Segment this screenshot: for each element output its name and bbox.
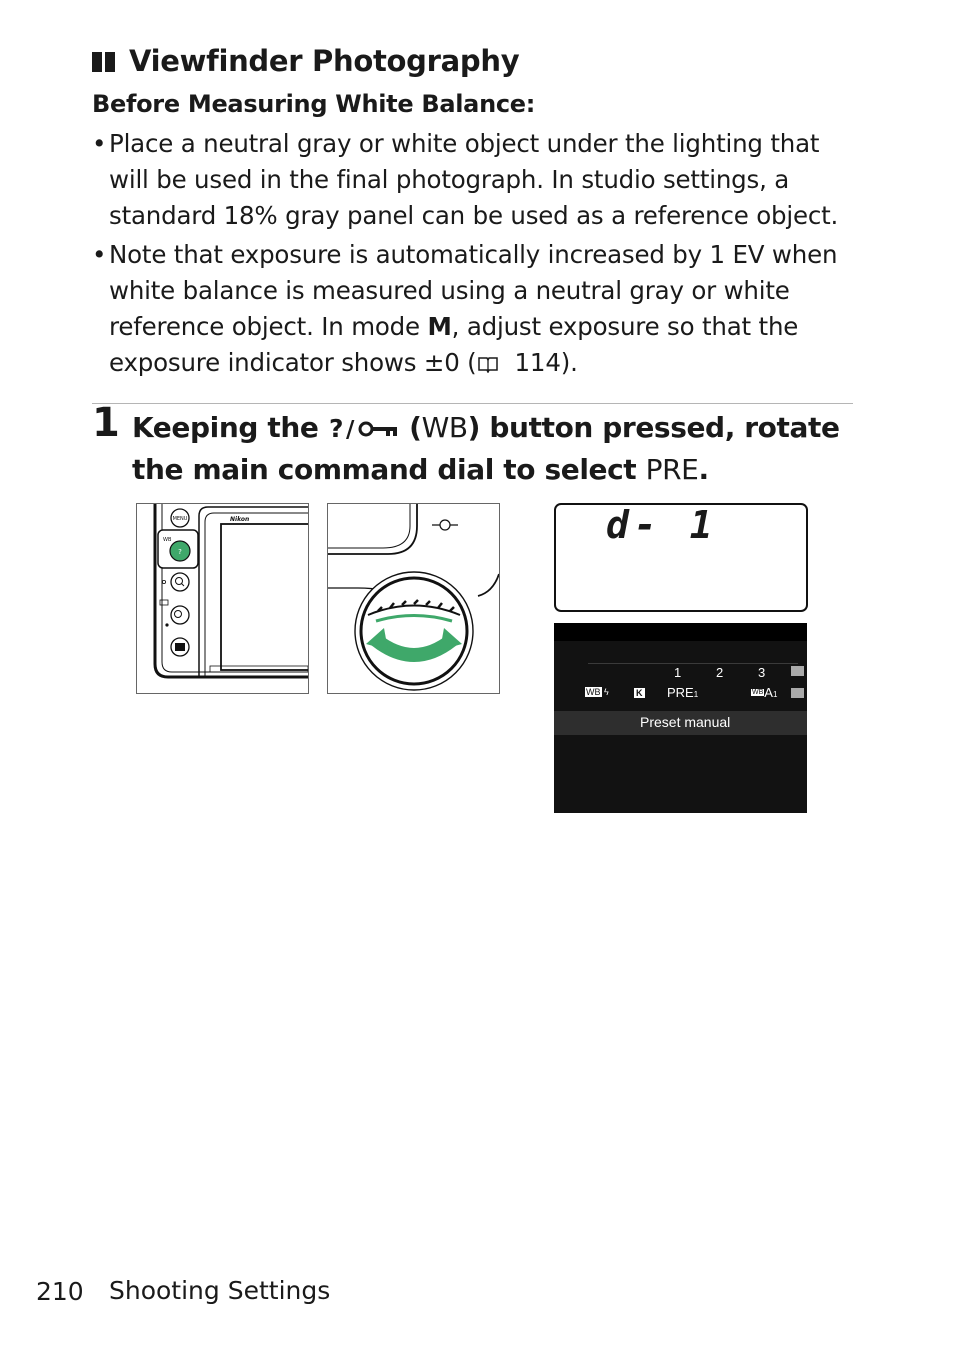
column-label: 2: [716, 665, 724, 680]
page-reference: 114: [514, 348, 561, 377]
preset-number: 1: [693, 690, 699, 699]
lcd-readout: d- 1: [606, 503, 718, 547]
bullet-text-part: , adjust exposure so that the exposure indicator shows ±0 (: [109, 312, 799, 377]
preset-label: PRE: [667, 685, 694, 700]
pre-label: PRE: [645, 453, 699, 486]
white-balance-menu-screen: [554, 623, 807, 813]
step-text: Keeping the: [132, 411, 328, 444]
camera-logo: Nikon: [230, 516, 250, 523]
zoom-out-button-icon: [171, 606, 189, 624]
menu-button-label: MENU: [172, 516, 188, 522]
camera-back-drawing: [137, 504, 308, 693]
heading-marker-icon: [105, 52, 115, 72]
camera-back-illustration: [136, 503, 309, 694]
control-panel-display: [554, 503, 808, 612]
section-heading: [92, 44, 519, 78]
bullet-text: Place a neutral gray or white object under the lighting that will be used in the final photograph. In studio settings, a standard 18% gray panel can be used as a reference object.: [109, 129, 839, 230]
command-dial-illustration: [327, 503, 500, 694]
auto-wb-item: [751, 685, 777, 700]
auto-wb-icon: WB: [752, 689, 764, 696]
dial-icon: [361, 578, 467, 684]
bullet-dot: •: [92, 240, 107, 269]
subheading: Before Measuring White Balance:: [92, 90, 536, 118]
svg-text:?: ?: [178, 548, 182, 556]
auto-wb-label: A: [764, 685, 773, 700]
step-text: (: [399, 411, 422, 444]
column-label: 3: [758, 665, 766, 680]
command-dial-drawing: [328, 504, 499, 693]
bullet-dot: •: [92, 129, 107, 158]
column-label: 1: [674, 665, 682, 680]
step-instruction: [132, 407, 852, 491]
svg-text:?: ?: [328, 417, 343, 441]
bullet-text-part: ).: [560, 348, 578, 377]
mode-letter: M: [427, 312, 452, 341]
wb-icon-label: WB: [586, 687, 601, 697]
step-text: ) button pressed, rotate the main command dial to select: [132, 411, 840, 486]
preset-selected: [667, 685, 698, 700]
kelvin-icon: K: [636, 688, 643, 698]
heading-text: Viewfinder Photography: [129, 44, 520, 78]
step-text: .: [698, 453, 709, 486]
auto-wb-number: 1: [772, 690, 778, 699]
flash-icon: ϟ: [601, 687, 609, 697]
footer-section-title: Shooting Settings: [109, 1276, 331, 1305]
book-icon: [477, 355, 499, 373]
scroll-up-icon: [790, 665, 805, 677]
bullet-text: [109, 237, 862, 381]
help-protect-icon: [328, 417, 400, 441]
page-number: 210: [36, 1277, 84, 1306]
wb-label: WB: [421, 411, 468, 444]
step-number: 1: [92, 400, 120, 446]
scroll-down-icon: [790, 687, 805, 699]
zoom-in-button-icon: [171, 573, 189, 591]
heading-marker-icon: [92, 52, 102, 72]
divider: [92, 403, 853, 404]
bullet-item: [92, 126, 862, 234]
bullet-text-part: Note that exposure is automatically increased by 1 EV when white balance is measured using a neutral gray or white reference object. In mode: [109, 240, 838, 341]
flash-wb-icon: [585, 687, 609, 697]
wb-button-label: WB: [163, 537, 172, 543]
menu-item-label: Preset manual: [640, 714, 731, 730]
svg-text:/: /: [345, 417, 354, 441]
bullet-item: [92, 237, 862, 381]
